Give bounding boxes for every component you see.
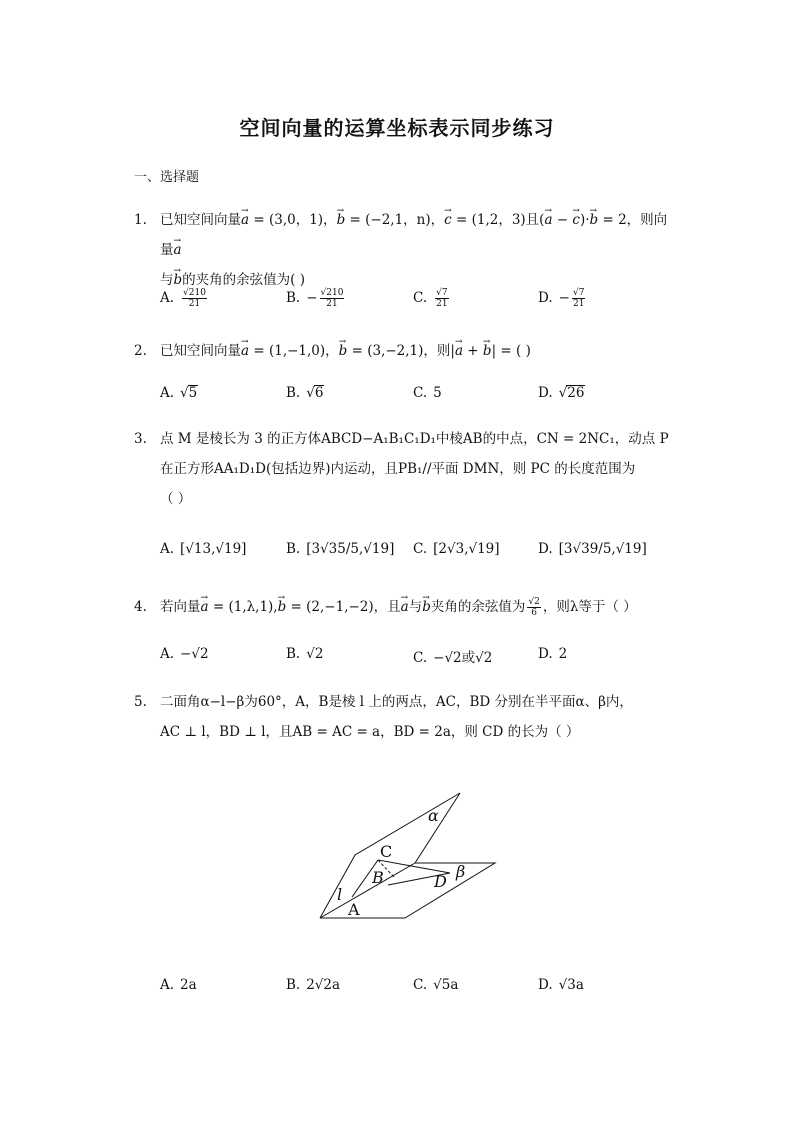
vector-b: → b <box>422 592 431 622</box>
option-d[interactable]: D. 2 <box>538 646 568 662</box>
options-5 <box>160 977 680 1001</box>
stem-text: 与 <box>408 599 423 615</box>
option-a[interactable]: A. $\frac{√210}{21}$ <box>160 288 206 309</box>
option-b[interactable]: B. − $\frac{√210}{21}$ <box>286 288 344 309</box>
stem-line: 在正方形AA₁D₁D(包括边界)内运动，且PB₁//平面 DMN，则 PC 的长度范围为 <box>160 461 636 477</box>
option-b[interactable]: B. [3√35/5,√19] <box>286 541 395 557</box>
question-stem <box>160 424 670 514</box>
vector-a: → a <box>241 336 249 366</box>
stem-text: = (3,0，1)， <box>249 212 337 228</box>
question-number: 1. <box>134 212 147 228</box>
stem-text: 已知空间向量 <box>160 212 241 228</box>
question-number: 5. <box>134 694 147 710</box>
option-a[interactable]: A. 2a <box>160 977 197 993</box>
vector-a: → a <box>201 592 209 622</box>
stem-line: 点 M 是棱长为 3 的正方体ABCD−A₁B₁C₁D₁中棱AB的中点，CN = 2NC₁，动点 P <box>160 431 669 447</box>
vector-b: → b <box>337 205 346 235</box>
options-3 <box>160 541 680 565</box>
vector-a: → a <box>241 205 249 235</box>
stem-text: = (3,−2,1)，则| <box>347 343 455 359</box>
stem-text: 已知空间向量 <box>160 343 241 359</box>
option-c[interactable]: C. 5 <box>413 385 442 401</box>
stem-line: AC ⊥ l，BD ⊥ l，且AB = AC = a，BD = 2a，则 CD 的长为（ ） <box>160 724 580 740</box>
question-4 <box>134 592 670 622</box>
label-a: A <box>348 900 360 919</box>
question-1 <box>134 205 670 295</box>
vector-c: → c <box>572 205 580 235</box>
stem-text: ，则λ等于（ ） <box>542 599 637 615</box>
stem-text: = (1,−1,0)， <box>249 343 339 359</box>
option-b[interactable]: B. √2 <box>286 646 324 662</box>
vector-b: → b <box>339 336 348 366</box>
edge-l <box>320 863 415 918</box>
label-b: B <box>372 868 384 887</box>
stem-text: − <box>552 212 573 228</box>
options-1 <box>160 288 680 312</box>
question-stem <box>160 205 670 295</box>
label-d: D <box>434 872 447 891</box>
vector-c: → c <box>444 205 452 235</box>
option-a[interactable]: A. −√2 <box>160 646 209 662</box>
question-number: 3. <box>134 431 147 447</box>
option-c[interactable]: C. √5a <box>413 977 459 993</box>
stem-text: 的夹角的余弦值为( ) <box>182 272 305 288</box>
dihedral-angle-figure <box>310 785 510 925</box>
option-c[interactable]: C. −√2或√2 <box>413 650 493 666</box>
question-stem <box>160 687 670 747</box>
question-number: 2. <box>134 343 147 359</box>
options-4 <box>160 646 680 670</box>
stem-text: 若向量 <box>160 599 201 615</box>
question-stem <box>160 336 670 366</box>
question-number: 4. <box>134 599 147 615</box>
label-c: C <box>380 842 393 861</box>
option-d[interactable]: D. √26 <box>538 385 585 401</box>
vector-a: → a <box>401 592 409 622</box>
stem-text: | = ( ) <box>491 343 531 359</box>
cosine-fraction: $\frac{√2}{6}$ <box>528 597 540 618</box>
vector-b: → b <box>174 265 183 295</box>
option-b[interactable]: B. 2√2a <box>286 977 341 993</box>
question-5 <box>134 687 670 747</box>
options-2 <box>160 385 680 409</box>
page-title: 空间向量的运算坐标表示同步练习 <box>239 116 555 140</box>
question-stem <box>160 592 670 622</box>
option-d[interactable]: D. √3a <box>538 977 584 993</box>
vector-b: → b <box>483 336 492 366</box>
stem-text: = (1,2，3)且( <box>451 212 545 228</box>
stem-text: = (1,λ,1), <box>208 599 278 615</box>
vector-a: → a <box>544 205 552 235</box>
vector-b: → b <box>590 205 599 235</box>
option-d[interactable]: D. − $\frac{√7}{21}$ <box>538 288 585 309</box>
stem-text: 与 <box>160 272 174 288</box>
stem-text: + <box>463 343 483 359</box>
label-alpha: α <box>428 806 439 825</box>
option-d[interactable]: D. [3√39/5,√19] <box>538 541 647 557</box>
option-b[interactable]: B. √6 <box>286 385 324 401</box>
stem-text: )· <box>579 212 590 228</box>
stem-text: = (2,−1,−2)，且 <box>286 599 401 615</box>
option-c[interactable]: C. $\frac{√7}{21}$ <box>413 288 448 309</box>
stem-text: = 2，则向量 <box>160 212 668 258</box>
vector-b: → b <box>278 592 287 622</box>
stem-text: = (−2,1，n)， <box>345 212 445 228</box>
section-heading: 一、选择题 <box>134 170 200 185</box>
question-3 <box>134 424 670 514</box>
label-l: l <box>337 885 343 904</box>
option-a[interactable]: A. √5 <box>160 385 198 401</box>
stem-line: 二面角α−l−β为60°，A，B是棱 l 上的两点，AC，BD 分别在半平面α、β内， <box>160 694 633 710</box>
stem-line: （ ） <box>160 491 192 507</box>
option-a[interactable]: A. [√13,√19] <box>160 541 247 557</box>
label-beta: β <box>456 862 466 881</box>
option-c[interactable]: C. [2√3,√19] <box>413 541 500 557</box>
stem-text: 夹角的余弦值为 <box>430 599 526 615</box>
vector-a: → a <box>174 235 182 265</box>
vector-a: → a <box>455 336 463 366</box>
question-2 <box>134 336 670 366</box>
